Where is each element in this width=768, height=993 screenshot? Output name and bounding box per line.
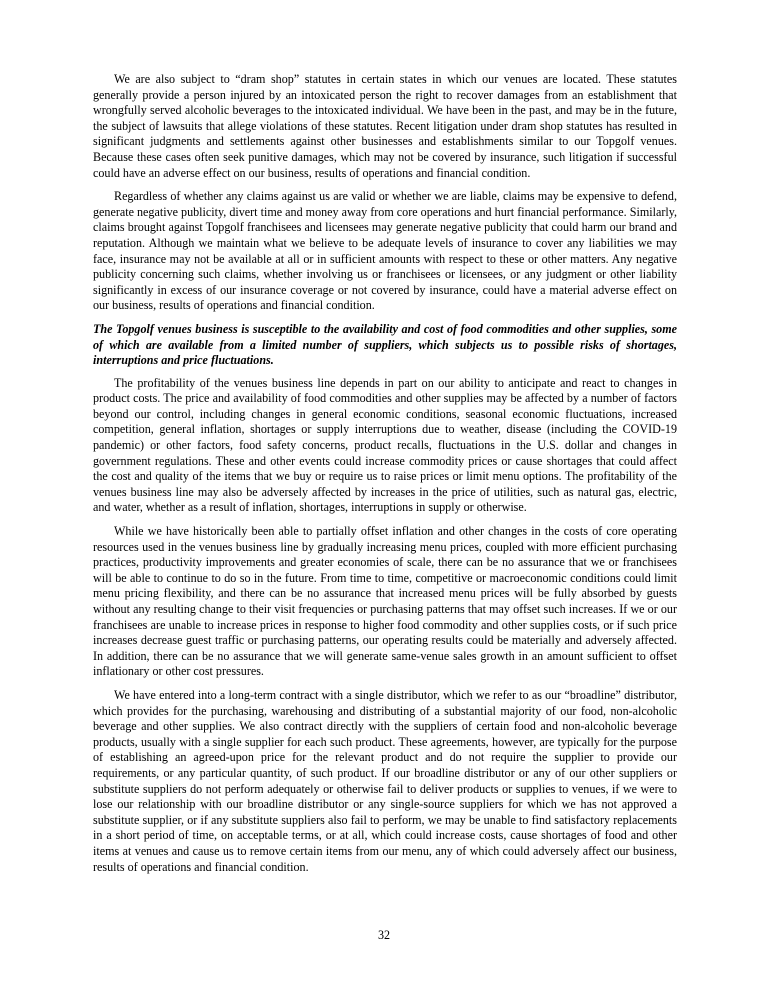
paragraph-dram-shop: We are also subject to “dram shop” statutes in certain states in which our venues are located. These statutes generally provide a person injured by an intoxicated person the right to recover damages from an establishment that wrongfully served alcoholic beverages to the intoxicated individual. We have been in the past, and may be in the future, the subject of lawsuits that allege violations of these statutes. Recent litigation under dram shop statutes has resulted in significant judgments and settlements against other businesses and establishments similar to our Topgolf venues. Because these cases often seek punitive damages, which may not be covered by insurance, such litigation if successful could have an adverse effect on our business, results of operations and financial condition. (93, 72, 677, 180)
paragraph-inflation: While we have historically been able to partially offset inflation and other changes in the costs of core operating resources used in the venues business line by gradually increasing menu prices, coupled with more efficient purchasing practices, productivity improvements and greater economies of scale, there can be no assurance that we or franchisees will be able to continue to do so in the future. From time to time, competitive or macroeconomic conditions could limit menu pricing flexibility, and there can be no assurance that increased menu prices will be fully absorbed by guests without any resulting change to their visit frequencies or purchasing patterns that may offset such increases. If we or our franchisees are unable to increase prices in response to higher food commodity and other supplies costs, or if such price increases decrease guest traffic or purchasing patterns, our operating results could be materially and adversely affected. In addition, there can be no assurance that we will generate same-venue sales growth in an amount sufficient to offset inflationary or other cost pressures. (93, 524, 677, 679)
paragraph-distributor: We have entered into a long-term contract with a single distributor, which we refer to as our “broadline” distributor, which provides for the purchasing, warehousing and distributing of a substantial majority of our food, non-alcoholic beverage and other supplies. We also contract directly with the suppliers of certain food and non-alcoholic beverage products, usually with a single supplier for each such product. These agreements, however, are typically for the purpose of establishing an agreed-upon price for the relevant product and do not require the supplier to provide our requirements, or any particular quantity, of such product. If our broadline distributor or any of our other suppliers or substitute suppliers do not perform adequately or otherwise fail to deliver products or supplies to venues, if we were to lose our relationship with our broadline distributor or any single-source suppliers for which we has not approved a substitute supplier, or if any substitute suppliers also fail to perform, we may be unable to find satisfactory replacements in a short period of time, on acceptable terms, or at all, which could increase costs, cause shortages of food and other items at venues and cause us to remove certain items from our menu, any of which could adversely affect our business, results of operations and financial condition. (93, 687, 677, 874)
paragraph-claims: Regardless of whether any claims against us are valid or whether we are liable, claims may be expensive to defend, generate negative publicity, divert time and money away from core operations and hurt financial performance. Similarly, claims brought against Topgolf franchisees and licensees may generate negative publicity that could harm our brand and reputation. Although we maintain what we believe to be adequate levels of insurance to cover any liabilities we may face, insurance may not be available at all or in sufficient amounts with respect to these or other matters. Any negative publicity concerning such claims, whether involving us or franchisees or licensees, or any judgment or other liability significantly in excess of our insurance coverage or not covered by insurance, could have a material adverse effect on our business, results of operations and financial condition. (93, 189, 677, 313)
paragraph-profitability: The profitability of the venues business line depends in part on our ability to anticipate and react to changes in product costs. The price and availability of food commodities and other supplies may be affected by a number of factors beyond our control, including changes in general economic conditions, seasonal economic fluctuations, increased competition, general inflation, shortages or supply interruptions due to weather, disease (including the COVID-19 pandemic) or other factors, food safety concerns, product recalls, fluctuations in the U.S. dollar and changes in government regulations. These and other events could increase commodity prices or cause shortages that could affect the cost and quality of the items that we buy or require us to raise prices or limit menu options. The profitability of the venues business line may also be adversely affected by increases in the price of utilities, such as natural gas, electric, and water, whether as a result of inflation, shortages, interruptions in supply or otherwise. (93, 375, 677, 515)
page-number: 32 (377, 928, 391, 942)
document-body (93, 72, 677, 883)
section-heading: The Topgolf venues business is susceptible to the availability and cost of food commodities and other supplies, some of which are available from a limited number of suppliers, which subjects us to possible risks of shortages, interruptions and price fluctuations. (93, 321, 677, 368)
